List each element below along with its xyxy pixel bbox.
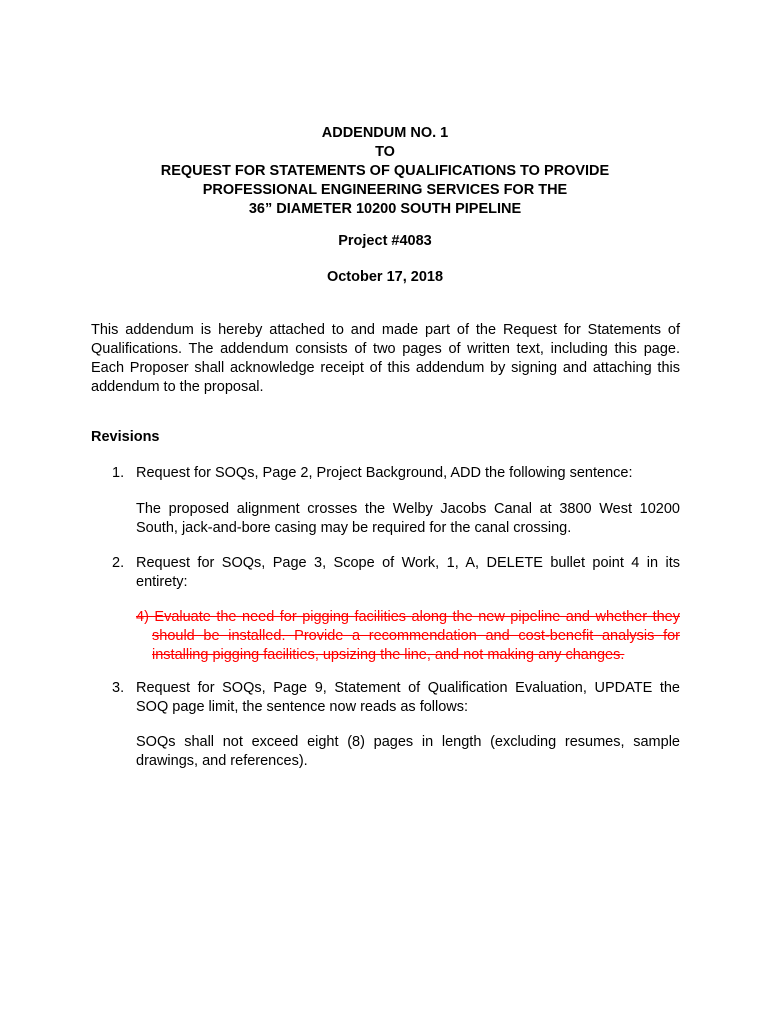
project-number: Project #4083 [338, 233, 432, 249]
title-line-pipeline: 36” DIAMETER 10200 SOUTH PIPELINE [248, 201, 522, 217]
revisions-heading: Revisions [91, 429, 160, 445]
revision-number: 2. [112, 555, 125, 571]
title-line-addendum: ADDENDUM NO. 1 [321, 125, 449, 141]
title-line-services: PROFESSIONAL ENGINEERING SERVICES FOR THE [202, 182, 568, 198]
revision-item-3 [112, 679, 680, 717]
document-date: October 17, 2018 [326, 269, 444, 285]
revision-number: 1. [112, 465, 125, 481]
revision-text: Request for SOQs, Page 3, Scope of Work, 1, A, DELETE bullet point 4 in its entirety: [136, 555, 680, 590]
revision-text: Request for SOQs, Page 9, Statement of Qualification Evaluation, UPDATE the SOQ page limit, the sentence now reads as follows: [136, 680, 680, 715]
intro-paragraph: This addendum is hereby attached to and made part of the Request for Statements of Qualifications. The addendum consists of two pages of written text, including this page. Each Proposer shall acknowledge receipt of this addendum by signing and attaching this addendum to the proposal. [91, 322, 680, 395]
revision-1-detail: The proposed alignment crosses the Welby Jacobs Canal at 3800 West 10200 South, jack-and-bore casing may be required for the canal crossing. [136, 501, 680, 536]
revision-item-2 [112, 554, 680, 592]
document-title [90, 124, 680, 219]
title-line-to: TO [375, 144, 395, 160]
revision-text: Request for SOQs, Page 2, Project Background, ADD the following sentence: [136, 465, 633, 481]
title-line-request: REQUEST FOR STATEMENTS OF QUALIFICATIONS TO PROVIDE [160, 163, 610, 179]
revision-item-1 [112, 464, 680, 483]
revision-3-detail: SOQs shall not exceed eight (8) pages in length (excluding resumes, sample drawings, and references). [136, 734, 680, 769]
revision-number: 3. [112, 680, 125, 696]
deleted-bullet-text: 4) Evaluate the need for pigging facilities along the new pipeline and whether they should be installed. Provide a recommendation and cost-benefit analysis for installing pigging facilities, upsizing the line, and not making any changes. [136, 609, 680, 663]
